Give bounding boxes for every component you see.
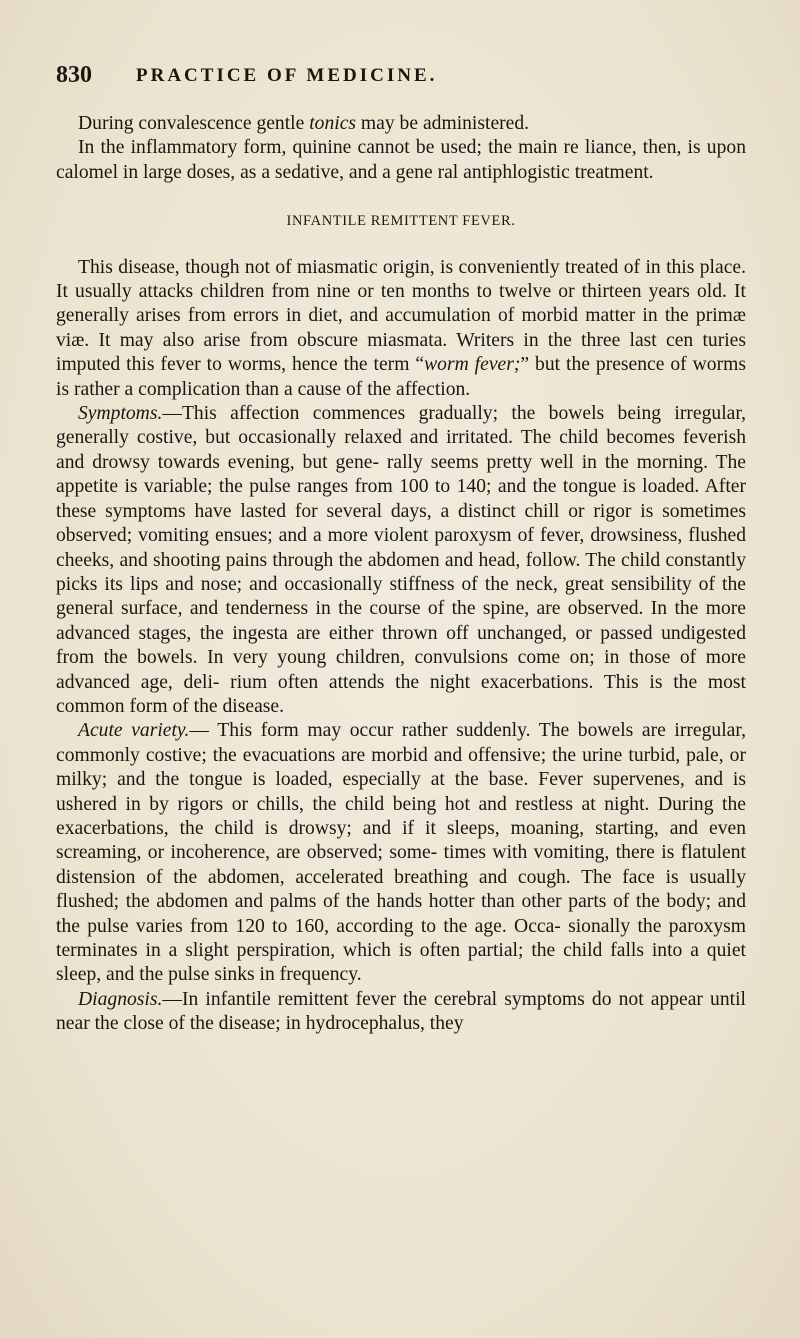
page-body xyxy=(56,112,746,1037)
paragraph-text: This disease, though not of miasmatic origin, is conveniently treated of in this place. It usually attacks children from nine or ten months to twelve or thirteen years old. It generally arises from errors in diet, and accumulation of morbid matter in the primæ viæ. It may also arise from obscure miasmata. Writers in the three last cen turies imputed this fever to worms, hence the term “ xyxy=(56,256,746,376)
running-title: PRACTICE OF MEDICINE. xyxy=(136,65,438,86)
subheading-diagnosis: Diagnosis. xyxy=(78,988,163,1010)
page-header xyxy=(56,62,746,92)
subheading-symptoms: Symptoms. xyxy=(78,403,163,425)
paragraph-symptoms xyxy=(56,402,746,719)
paragraph-acute-variety xyxy=(56,719,746,987)
emphasis-tonics: tonics xyxy=(309,113,357,134)
paragraph-text: ” but the presence of worms is rather a complication than a cause of the affection. xyxy=(56,354,746,400)
section-heading: INFANTILE REMITTENT FEVER. xyxy=(286,213,516,230)
emphasis-worm-fever: worm fever; xyxy=(424,354,521,376)
paragraph-text: — This form may occur rather suddenly. The bowels are irregular, commonly costive; the evacuations are morbid and offensive; the urine turbid, pale, or milky; and the tongue is loaded, especially at the base. Fever supervenes, and is ushered in by rigors or chills, the child being hot and restless at night. During the exacerbations, the child is drowsy; and if it sleeps, moaning, starting, and even screaming, or incoherence, are observed; some- times with vomiting, there is flatulent distension of the abdomen, accelerated breathing and cough. The face is usually flushed; the abdomen and palms of the hands hotter than other parts of the body; and the pulse varies from 120 to 160, according to the age. Occa- sionally the paroxysm terminates in a slight perspiration, which is often partial; the child falls into a quiet sleep, and the pulse sinks in frequency. xyxy=(56,720,746,986)
paragraph-text: During convalescence gentle xyxy=(78,113,310,134)
paragraph-text: —This affection commences gradually; the bowels being irregular, generally costive, but occasionally relaxed and irritated. The child becomes feverish and drowsy towards evening, but gene- rally seems pretty well in the morning. The appetite is variable; the pulse ranges from 100 to 140; and the tongue is loaded. After these symptoms have lasted for several days, a distinct chill or rigor is sometimes observed; vomiting ensues; and a more violent paroxysm of fever, drowsiness, flushed cheeks, and shooting pains through the abdomen and head, follow. The child constantly picks its lips and nose; and occasionally stiffness of the neck, great sensibility of the general surface, and tenderness in the course of the spine, are observed. In the more advanced stages, the ingesta are either thrown off unchanged, or passed undigested from the bowels. In very young children, convulsions come on; in those of more advanced age, deli- rium often attends the night exacerbations. This is the most common form of the disease. xyxy=(56,403,746,717)
paragraph-disease-intro xyxy=(56,256,746,402)
subheading-acute-variety: Acute variety. xyxy=(78,720,190,742)
paragraph-convalescence xyxy=(56,112,746,136)
paragraph-inflammatory-form: In the inflammatory form, quinine cannot be used; the main re liance, then, is upon calomel in large doses, as a sedative, and a gene ral antiphlogistic treatment. xyxy=(56,137,746,183)
page-number: 830 xyxy=(56,62,92,88)
paragraph-text: may be administered. xyxy=(356,113,530,134)
paragraph-text: —In infantile remittent fever the cerebral symptoms do not appear until near the close of the disease; in hydrocephalus, they xyxy=(56,988,746,1035)
paragraph-diagnosis xyxy=(56,988,746,1037)
